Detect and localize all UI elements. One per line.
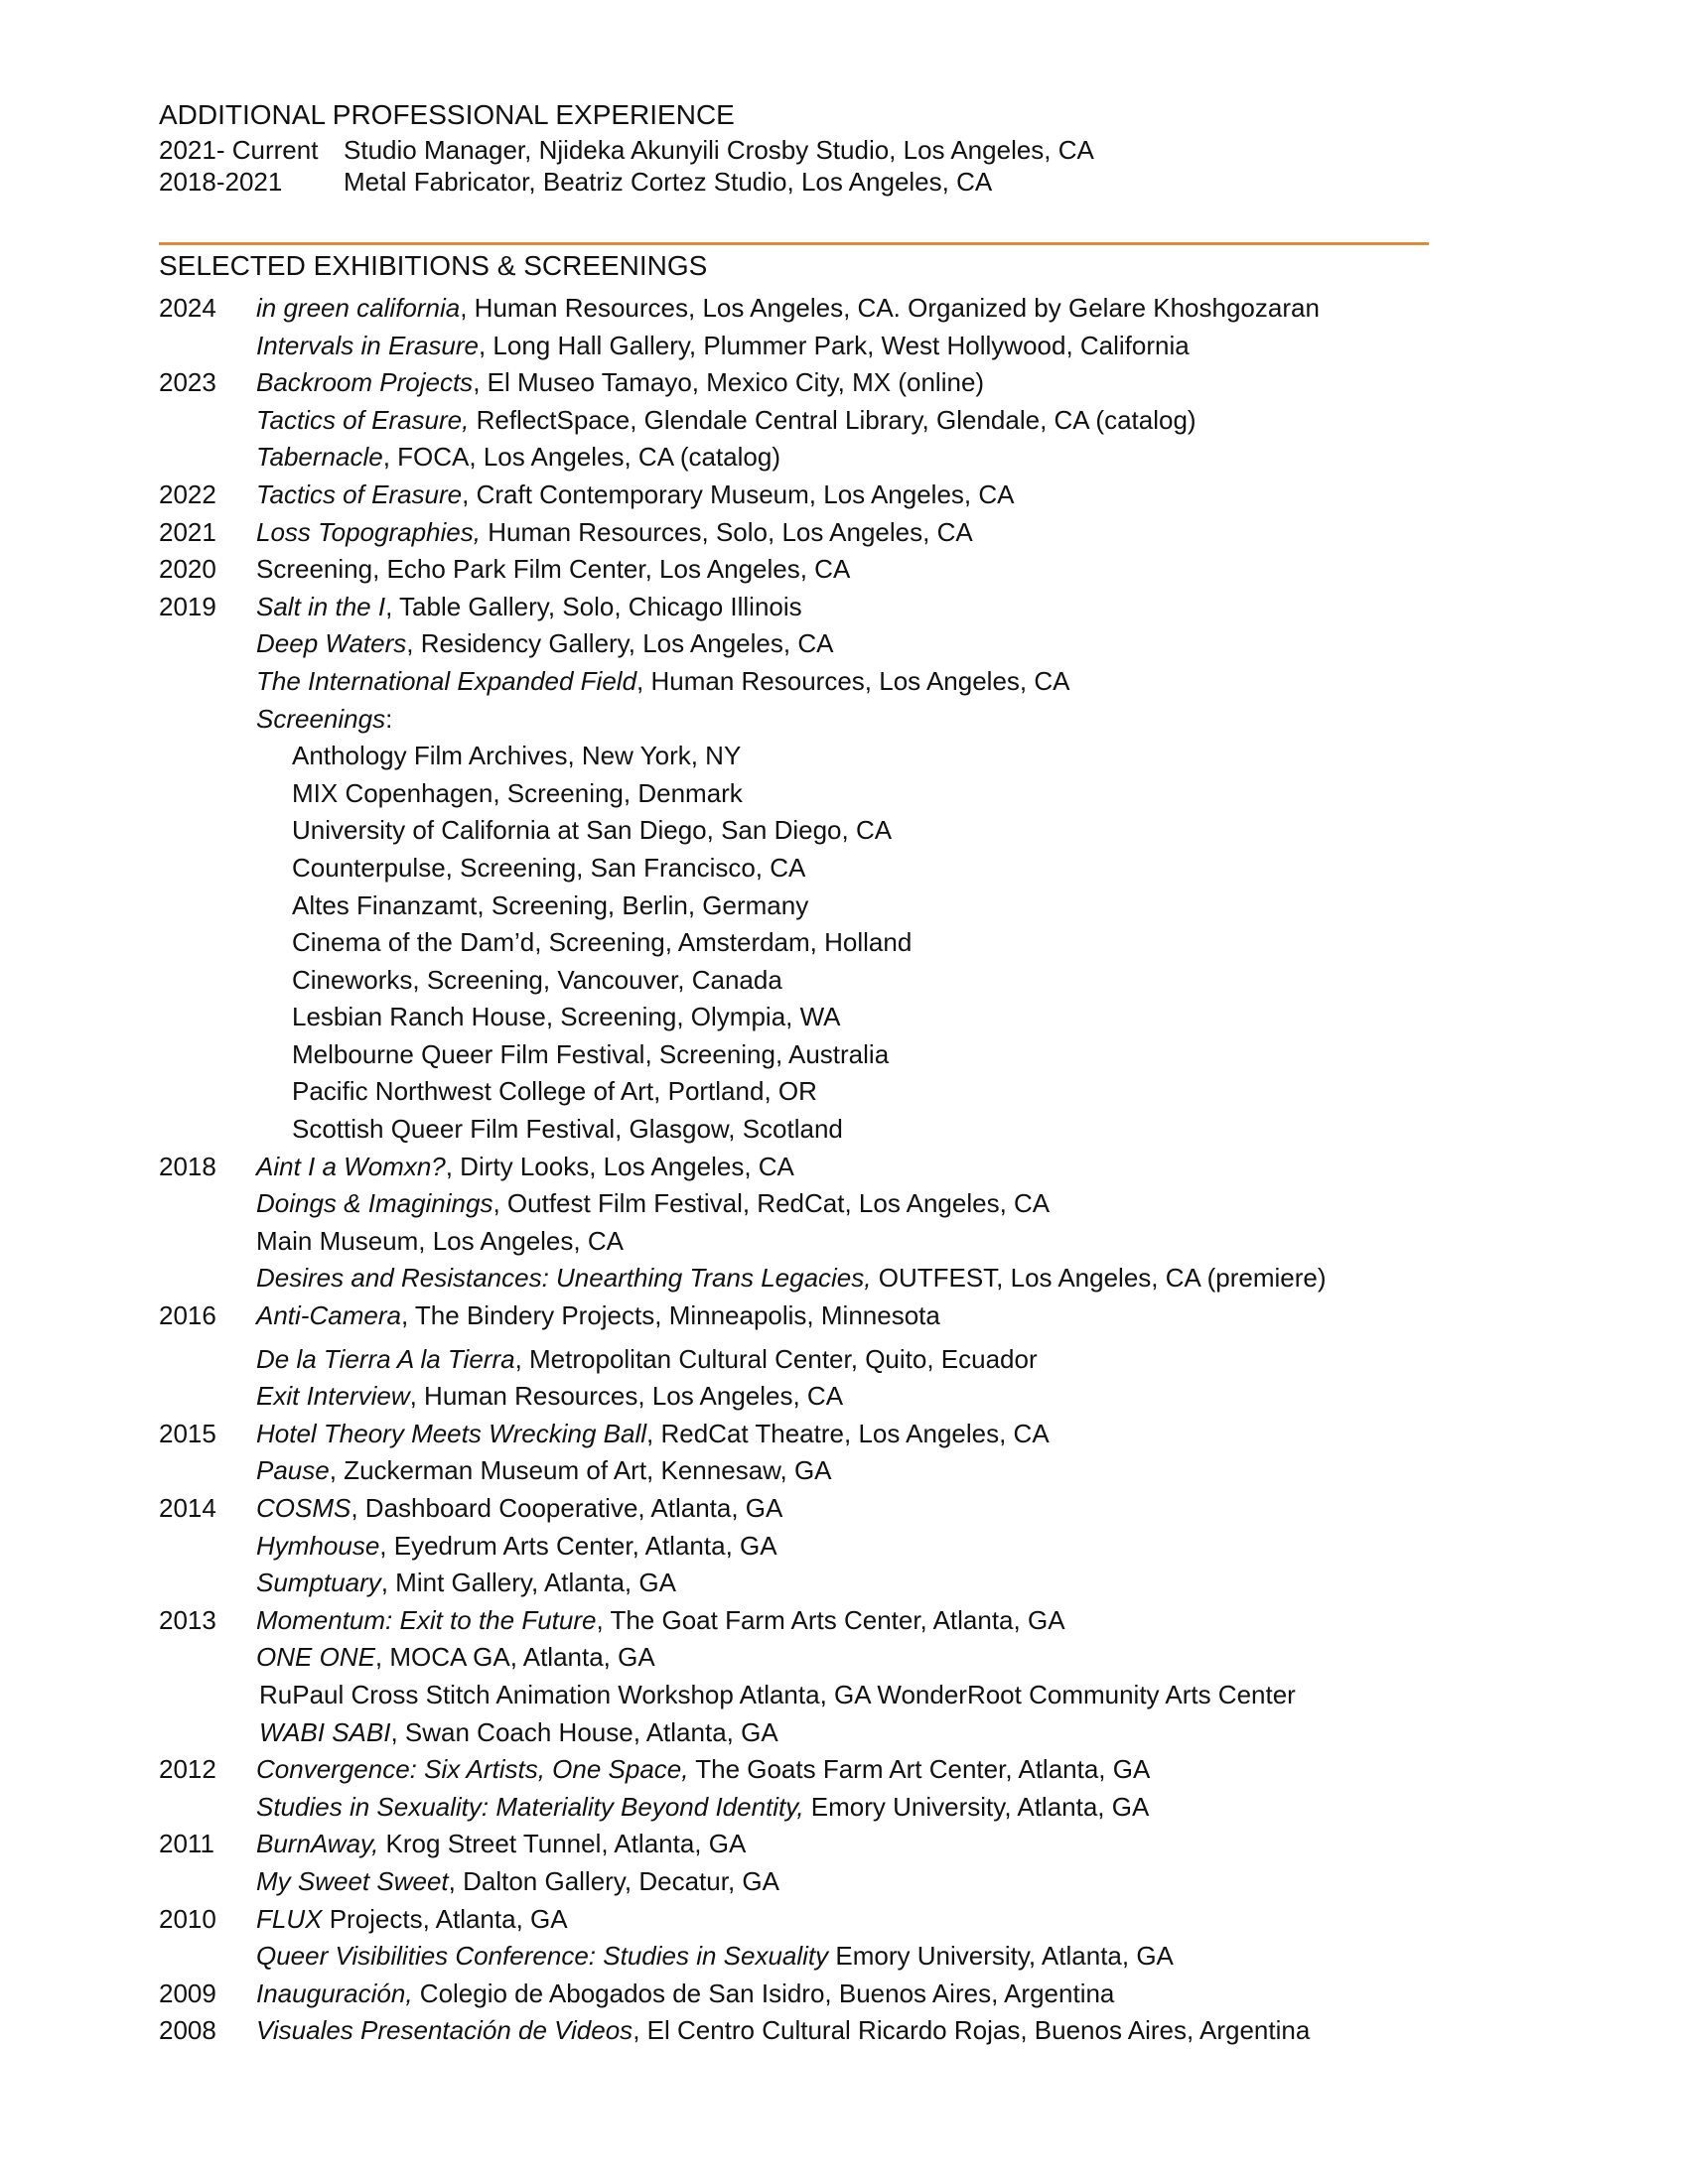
exhibition-details: , Human Resources, Los Angeles, CA	[636, 665, 1070, 696]
exhibition-text	[256, 364, 984, 402]
exhibition-row	[159, 1901, 1549, 1939]
exhibition-row	[159, 551, 1549, 589]
exhibition-row	[159, 290, 1549, 328]
exhibition-year: 2019	[159, 591, 216, 621]
exhibition-details: , Craft Contemporary Museum, Los Angeles, CA	[462, 478, 1015, 509]
exhibition-title: Backroom Projects	[256, 367, 474, 398]
exhibition-details: MIX Copenhagen, Screening, Denmark	[292, 777, 743, 808]
exhibition-details: The Goats Farm Art Center, Atlanta, GA	[688, 1754, 1151, 1785]
exhibition-details: , Eyedrum Arts Center, Atlanta, GA	[379, 1530, 777, 1561]
exhibition-row	[159, 775, 1549, 813]
exhibition-text	[292, 999, 841, 1036]
exhibition-title: Hymhouse	[256, 1530, 380, 1561]
exhibition-text	[256, 1416, 1050, 1453]
exhibition-details: , Dirty Looks, Los Angeles, CA	[445, 1151, 794, 1181]
exhibition-text	[256, 1149, 794, 1186]
experience-years: 2018-2021	[159, 167, 283, 197]
exhibition-title: Screenings	[256, 703, 386, 734]
exhibition-title: Aint I a Womxn?	[256, 1151, 446, 1181]
exhibition-details: , FOCA, Los Angeles, CA (catalog)	[382, 442, 780, 473]
exhibition-text	[256, 477, 1014, 514]
exhibition-year: 2011	[159, 1829, 214, 1859]
exhibition-text	[256, 1297, 940, 1335]
exhibition-row	[159, 1639, 1549, 1677]
exhibition-row	[159, 999, 1549, 1036]
exhibition-year: 2023	[159, 367, 216, 398]
exhibition-details: , The Goat Farm Arts Center, Atlanta, GA	[596, 1604, 1065, 1635]
exhibition-text	[292, 962, 782, 1000]
exhibition-row	[159, 1714, 1549, 1752]
exhibition-details: :	[385, 703, 393, 734]
exhibition-details: Altes Finanzamt, Screening, Berlin, Germany	[292, 889, 809, 920]
exhibition-text	[256, 1378, 843, 1416]
exhibition-details: , Table Gallery, Solo, Chicago Illinois	[385, 591, 802, 621]
exhibition-row	[159, 477, 1549, 514]
exhibition-title: My Sweet Sweet	[256, 1865, 449, 1896]
exhibition-text	[256, 1452, 832, 1490]
exhibition-text	[259, 1714, 778, 1752]
exhibition-title: Tactics of Erasure,	[256, 404, 470, 435]
exhibition-text	[256, 1185, 1050, 1223]
experience-text: Studio Manager, Njideka Akunyili Crosby Studio, Los Angeles, CA	[344, 135, 1094, 165]
exhibition-title: Doings & Imaginings	[256, 1188, 493, 1219]
exhibition-row	[159, 1073, 1549, 1111]
exhibition-title: WABI SABI	[259, 1716, 391, 1747]
exhibition-row	[159, 439, 1549, 477]
exhibition-row	[159, 850, 1549, 887]
exhibition-details: Anthology Film Archives, New York, NY	[292, 741, 742, 771]
exhibition-title: Visuales Presentación de Videos	[256, 2015, 633, 2046]
exhibition-details: Scottish Queer Film Festival, Glasgow, Scotland	[292, 1114, 843, 1145]
experience-years: 2021- Current	[159, 135, 319, 165]
exhibition-title: Intervals in Erasure	[256, 330, 479, 360]
exhibition-details: , Residency Gallery, Los Angeles, CA	[406, 628, 834, 659]
exhibition-row	[159, 625, 1549, 663]
exhibition-details: Cineworks, Screening, Vancouver, Canada	[292, 964, 782, 995]
exhibition-text	[256, 1639, 655, 1677]
exhibition-text	[256, 290, 1320, 328]
exhibition-title: COSMS	[256, 1493, 352, 1523]
exhibition-row	[159, 1826, 1549, 1863]
exhibition-row	[159, 1452, 1549, 1490]
exhibition-details: , El Centro Cultural Ricardo Rojas, Buenos Aires, Argentina	[633, 2015, 1311, 2046]
exhibition-text	[292, 1111, 843, 1149]
exhibition-details: , Zuckerman Museum of Art, Kennesaw, GA	[329, 1455, 832, 1486]
exhibition-row	[159, 1111, 1549, 1149]
exhibition-year: 2020	[159, 554, 216, 585]
exhibition-row	[159, 1490, 1549, 1528]
exhibitions-list	[159, 290, 1549, 2050]
exhibition-text	[256, 439, 780, 477]
exhibition-title: The International Expanded Field	[256, 665, 637, 696]
exhibition-row	[159, 402, 1549, 440]
exhibition-title: Deep Waters	[256, 628, 407, 659]
exhibition-text	[256, 1901, 568, 1939]
exhibition-details: Lesbian Ranch House, Screening, Olympia, WA	[292, 1002, 841, 1032]
exhibition-details: Melbourne Queer Film Festival, Screening, Australia	[292, 1038, 890, 1069]
exhibition-row	[159, 924, 1549, 962]
exhibition-details: , Outfest Film Festival, RedCat, Los Angeles, CA	[492, 1188, 1051, 1219]
exhibition-row	[159, 2012, 1549, 2050]
exhibition-title: BurnAway,	[256, 1829, 379, 1859]
exhibition-row	[159, 1341, 1549, 1379]
experience-heading: ADDITIONAL PROFESSIONAL EXPERIENCE	[159, 99, 735, 130]
exhibition-text	[256, 1789, 1149, 1827]
exhibition-text	[256, 1976, 1114, 2013]
exhibition-row	[159, 1602, 1549, 1640]
experience-item	[159, 135, 1094, 166]
exhibition-row	[159, 1223, 1549, 1261]
exhibition-text	[256, 1826, 746, 1863]
exhibition-title: Sumptuary	[256, 1568, 381, 1598]
exhibition-details: Cinema of the Dam’d, Screening, Amsterdam, Holland	[292, 927, 913, 958]
exhibition-row	[159, 962, 1549, 1000]
exhibition-text	[256, 663, 1069, 701]
exhibition-row	[159, 1863, 1549, 1901]
exhibition-text	[256, 514, 973, 552]
exhibition-row	[159, 812, 1549, 850]
exhibition-row	[159, 701, 1549, 739]
exhibition-year: 2021	[159, 516, 216, 547]
exhibition-text	[292, 850, 805, 887]
exhibition-year: 2009	[159, 1978, 216, 2008]
exhibition-text	[256, 589, 802, 626]
exhibition-details: Projects, Atlanta, GA	[322, 1903, 568, 1934]
exhibition-row	[159, 1789, 1549, 1827]
exhibition-title: Queer Visibilities Conference: Studies in Sexuality	[256, 1941, 829, 1972]
exhibition-title: ONE ONE	[256, 1642, 375, 1673]
exhibition-text	[256, 1938, 1174, 1976]
exhibition-text	[259, 1677, 1296, 1714]
exhibition-details: Main Museum, Los Angeles, CA	[256, 1225, 624, 1256]
exhibition-details: , Human Resources, Los Angeles, CA	[409, 1381, 844, 1412]
exhibition-text	[292, 1073, 817, 1111]
exhibition-year: 2018	[159, 1151, 216, 1181]
exhibition-title: FLUX	[256, 1903, 323, 1934]
exhibition-title: Salt in the I	[256, 591, 386, 621]
exhibition-details: , Human Resources, Los Angeles, CA. Organized by Gelare Khoshgozaran	[460, 293, 1320, 323]
exhibition-row	[159, 1976, 1549, 2013]
exhibition-details: , RedCat Theatre, Los Angeles, CA	[646, 1418, 1050, 1448]
exhibition-year: 2013	[159, 1604, 216, 1635]
exhibition-row	[159, 1565, 1549, 1602]
exhibition-details: , Mint Gallery, Atlanta, GA	[380, 1568, 676, 1598]
exhibition-title: Hotel Theory Meets Wrecking Ball	[256, 1418, 647, 1448]
exhibition-title: in green california	[256, 293, 461, 323]
exhibition-details: , Dashboard Cooperative, Atlanta, GA	[351, 1493, 783, 1523]
exhibition-text	[292, 775, 743, 813]
exhibition-row	[159, 364, 1549, 402]
exhibition-text	[256, 1528, 777, 1566]
exhibition-title: Desires and Resistances: Unearthing Trans Legacies,	[256, 1263, 872, 1294]
exhibition-title: Pause	[256, 1455, 330, 1486]
exhibition-text	[256, 1490, 782, 1528]
exhibition-row	[159, 887, 1549, 925]
experience-item	[159, 167, 992, 198]
exhibition-row	[159, 1036, 1549, 1074]
exhibition-text	[256, 1602, 1065, 1640]
exhibition-details: Pacific Northwest College of Art, Portland, OR	[292, 1076, 817, 1107]
exhibition-text	[256, 1751, 1150, 1789]
exhibition-text	[256, 625, 833, 663]
exhibition-year: 2014	[159, 1493, 216, 1523]
exhibition-text	[292, 1036, 889, 1074]
exhibition-row	[159, 514, 1549, 552]
exhibition-title: Convergence: Six Artists, One Space,	[256, 1754, 689, 1785]
exhibition-title: Momentum: Exit to the Future	[256, 1604, 597, 1635]
exhibition-details: , Metropolitan Cultural Center, Quito, Ecuador	[514, 1343, 1038, 1374]
exhibition-details: Krog Street Tunnel, Atlanta, GA	[378, 1829, 747, 1859]
exhibition-row	[159, 1751, 1549, 1789]
exhibition-row	[159, 1297, 1549, 1335]
exhibition-details: , MOCA GA, Atlanta, GA	[374, 1642, 655, 1673]
exhibition-details: , El Museo Tamayo, Mexico City, MX (online)	[473, 367, 985, 398]
exhibition-row	[159, 1416, 1549, 1453]
exhibition-text	[292, 887, 808, 925]
exhibition-details: Emory University, Atlanta, GA	[803, 1791, 1150, 1822]
exhibition-year: 2022	[159, 478, 216, 509]
exhibition-details: Counterpulse, Screening, San Francisco, CA	[292, 852, 806, 883]
exhibition-details: , Dalton Gallery, Decatur, GA	[448, 1865, 779, 1896]
exhibition-details: RuPaul Cross Stitch Animation Workshop Atlanta, GA WonderRoot Community Arts Center	[259, 1679, 1296, 1709]
exhibition-year: 2016	[159, 1300, 216, 1331]
exhibition-text	[256, 1223, 624, 1261]
exhibition-details: Screening, Echo Park Film Center, Los Angeles, CA	[256, 554, 851, 585]
exhibition-details: Emory University, Atlanta, GA	[828, 1941, 1174, 1972]
exhibition-text	[256, 328, 1190, 365]
section-divider	[159, 242, 1429, 245]
exhibition-title: Loss Topographies,	[256, 516, 481, 547]
exhibition-row	[159, 738, 1549, 775]
exhibition-year: 2008	[159, 2015, 216, 2046]
exhibition-details: , The Bindery Projects, Minneapolis, Minnesota	[400, 1300, 940, 1331]
exhibition-text	[292, 812, 892, 850]
exhibition-details: Colegio de Abogados de San Isidro, Buenos Aires, Argentina	[412, 1978, 1115, 2008]
exhibition-title: Exit Interview	[256, 1381, 410, 1412]
exhibition-text	[256, 551, 850, 589]
exhibition-text	[256, 2012, 1310, 2050]
exhibition-row	[159, 1677, 1549, 1714]
exhibition-details: , Swan Coach House, Atlanta, GA	[390, 1716, 778, 1747]
exhibition-text	[256, 1565, 676, 1602]
exhibition-row	[159, 1938, 1549, 1976]
exhibition-text	[256, 701, 392, 739]
exhibition-year: 2010	[159, 1903, 216, 1934]
exhibition-text	[256, 1863, 779, 1901]
exhibition-row	[159, 1528, 1549, 1566]
exhibition-text	[292, 924, 912, 962]
exhibition-details: University of California at San Diego, San Diego, CA	[292, 815, 893, 846]
exhibition-year: 2024	[159, 293, 216, 323]
exhibition-title: Inauguración,	[256, 1978, 413, 2008]
exhibition-text	[256, 402, 1196, 440]
exhibition-row	[159, 663, 1549, 701]
exhibition-year: 2012	[159, 1754, 216, 1785]
exhibition-details: ReflectSpace, Glendale Central Library, Glendale, CA (catalog)	[469, 404, 1196, 435]
exhibition-title: Tactics of Erasure	[256, 478, 463, 509]
exhibition-row	[159, 328, 1549, 365]
exhibition-title: Tabernacle	[256, 442, 383, 473]
exhibition-title: De la Tierra A la Tierra	[256, 1343, 515, 1374]
exhibition-details: , Long Hall Gallery, Plummer Park, West Hollywood, California	[478, 330, 1190, 360]
exhibition-details: OUTFEST, Los Angeles, CA (premiere)	[871, 1263, 1327, 1294]
experience-text: Metal Fabricator, Beatriz Cortez Studio, Los Angeles, CA	[344, 167, 993, 197]
exhibition-row	[159, 1185, 1549, 1223]
exhibition-year: 2015	[159, 1418, 216, 1448]
exhibition-row	[159, 1260, 1549, 1297]
exhibition-details: Human Resources, Solo, Los Angeles, CA	[480, 516, 973, 547]
exhibition-title: Studies in Sexuality: Materiality Beyond Identity,	[256, 1791, 804, 1822]
exhibition-row	[159, 1378, 1549, 1416]
exhibition-row	[159, 1149, 1549, 1186]
exhibition-text	[256, 1341, 1038, 1379]
exhibitions-heading: SELECTED EXHIBITIONS & SCREENINGS	[159, 250, 708, 281]
exhibition-row	[159, 589, 1549, 626]
exhibition-text	[292, 738, 741, 775]
exhibition-title: Anti-Camera	[256, 1300, 401, 1331]
exhibition-text	[256, 1260, 1327, 1297]
